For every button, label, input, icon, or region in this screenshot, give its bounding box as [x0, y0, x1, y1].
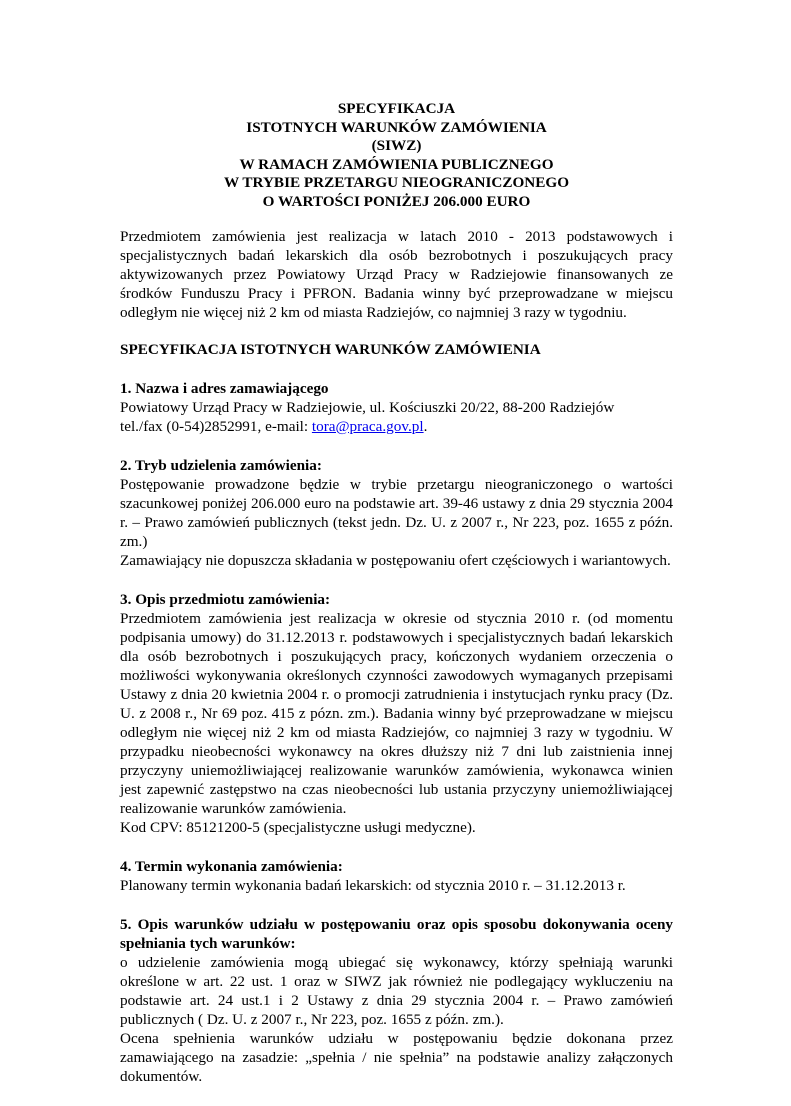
title-line-4: W RAMACH ZAMÓWIENIA PUBLICZNEGO [239, 155, 554, 173]
section-5-text-2: Ocena spełnienia warunków udziału w postępowaniu będzie dokonana przez zamawiającego na zasadzie: „spełnia / nie spełnia” na podstawie analizy załączonych dokumentów. [120, 1029, 673, 1085]
title-line-5: W TRYBIE PRZETARGU NIEOGRANICZONEGO [223, 174, 570, 192]
main-heading: SPECYFIKACJA ISTOTNYCH WARUNKÓW ZAMÓWIENIA [120, 340, 541, 358]
section-2-heading: 2. Tryb udzielenia zamówienia: [120, 456, 322, 474]
email-link[interactable]: tora@praca.gov.pl [311, 417, 424, 435]
intro-paragraph: Przedmiotem zamówienia jest realizacja w latach 2010 - 2013 podstawowych i specjalistycznych badań lekarskich dla osób bezrobotnych i poszukujących pracy aktywizowanych przez Powiatowy Urząd Pracy w Radziejowie finansowanych ze środków Funduszu Pracy i PFRON. Badania winny być przeprowadzane w miejscu odległym nie więcej niż 2 km od miasta Radziejów, co najmniej 3 razy w tygodniu. [120, 227, 673, 321]
section-5-heading: 5. Opis warunków udziału w postępowaniu oraz opis sposobu dokonywania oceny spełniania tych warunków: [120, 915, 673, 952]
section-4-text: Planowany termin wykonania badań lekarskich: od stycznia 2010 r. – 31.12.2013 r. [120, 876, 626, 894]
section-3 [120, 590, 673, 837]
section-2-text-2: Zamawiający nie dopuszcza składania w postępowaniu ofert częściowych i wariantowych. [120, 551, 671, 569]
title-line-2: ISTOTNYCH WARUNKÓW ZAMÓWIENIA [246, 118, 547, 136]
title-line-3: (SIWZ) [371, 137, 422, 155]
section-2-text: Postępowanie prowadzone będzie w trybie przetargu nieograniczonego o wartości szacunkowej poniżej 206.000 euro na podstawie art. 39-46 ustawy z dnia 29 stycznia 2004 r. – Prawo zamówień publicznych (tekst jedn. Dz. U. z 2007 r., Nr 223, poz. 1655 z późn. zm.) [120, 475, 673, 550]
section-5-text: o udzielenie zamówienia mogą ubiegać się wykonawcy, którzy spełniają warunki określone w art. 22 ust. 1 oraz w SIWZ jak również nie podlegający wykluczeniu na podstawie art. 24 ust.1 i 2 Ustawy z dnia 29 stycznia 2004 r. – Prawo zamówień publicznych ( Dz. U. z 2007 r., Nr 223, poz. 1655 z późn. zm.). [120, 953, 673, 1028]
section-1-address: Powiatowy Urząd Pracy w Radziejowie, ul. Kościuszki 20/22, 88-200 Radziejów [120, 398, 615, 416]
document-page [120, 100, 673, 1106]
section-3-heading: 3. Opis przedmiotu zamówienia: [120, 590, 331, 608]
section-1-contact [120, 417, 673, 436]
section-4 [120, 857, 673, 895]
contact-prefix: tel./fax (0-54)2852991, e-mail: [120, 417, 312, 435]
section-1-heading: 1. Nazwa i adres zamawiającego [120, 379, 329, 397]
section-3-text: Przedmiotem zamówienia jest realizacja w okresie od stycznia 2010 r. (od momentu podpisania umowy) do 31.12.2013 r. podstawowych i specjalistycznych badań lekarskich dla osób bezrobotnych i poszukujących pracy, kończonych wydaniem orzeczenia o możliwości wykonywania określonych czynności zawodowych wymaganych przepisami Ustawy z dnia 20 kwietnia 2004 r. o promocji zatrudnienia i instytucjach rynku pracy (Dz. U. z 2008 r., Nr 69 poz. 415 z pózn. zm.). Badania winny być przeprowadzane w miejscu odległym nie więcej niż 2 km od miasta Radziejów, co najmniej 3 razy w tygodniu. W przypadku nieobecności wykonawcy na okres dłuższy niż 7 dni lub zaistnienia innej przyczyny uniemożliwiającej realizowanie warunków zamówienia, wykonawca winien jest zapewnić zastępstwo na czas nieobecności lub ustania przyczyny uniemożliwiającej realizowanie warunków zamówienia. [120, 609, 673, 817]
section-2 [120, 456, 673, 570]
title-line-6: O WARTOŚCI PONIŻEJ 206.000 EURO [262, 192, 531, 210]
contact-suffix: . [423, 417, 428, 435]
section-1 [120, 379, 673, 436]
section-4-heading: 4. Termin wykonania zamówienia: [120, 857, 343, 875]
section-3-cpv: Kod CPV: 85121200-5 (specjalistyczne usługi medyczne). [120, 818, 476, 836]
section-5 [120, 915, 673, 1086]
title-line-1: SPECYFIKACJA [337, 100, 456, 117]
document-title [120, 100, 673, 212]
